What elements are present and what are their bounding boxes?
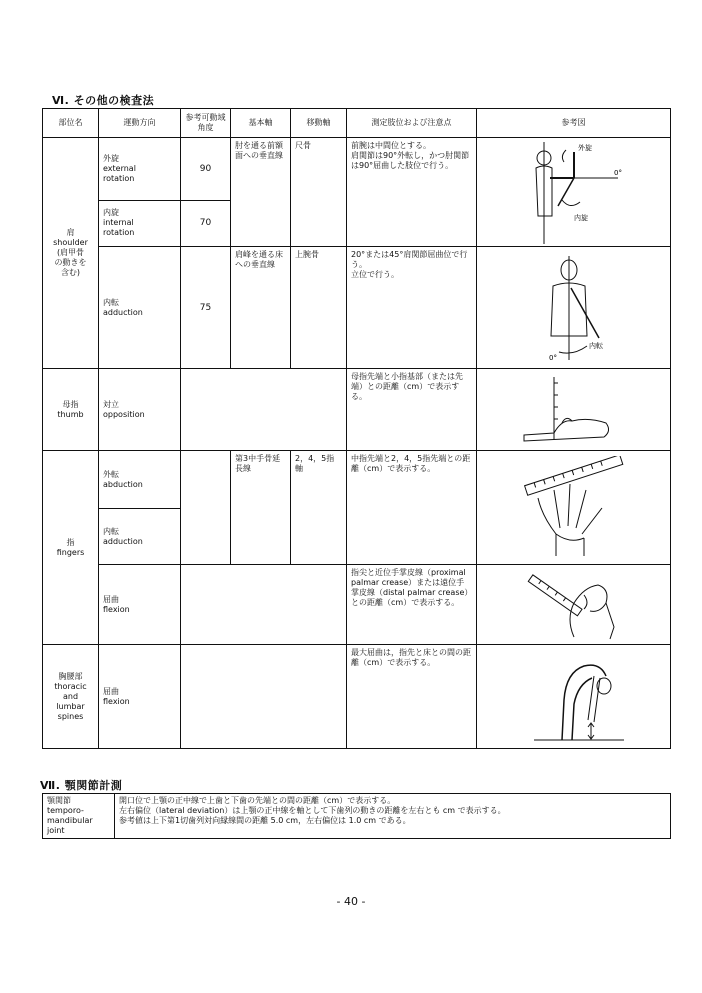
table-row (43, 247, 671, 369)
external-rotation-label: 外旋 external rotation (99, 138, 181, 201)
shoulder-rotation-moving-axis: 尺骨 (291, 138, 347, 247)
shoulder-adduction-figure (477, 247, 671, 369)
shoulder-adduction-illustration (529, 252, 619, 364)
header-part: 部位名 (43, 109, 99, 138)
tmj-table (42, 793, 671, 839)
zero-degree-label: 0° (613, 169, 622, 177)
shoulder-part-cell: 肩 shoulder (肩甲骨 の動きを 含む) (43, 138, 99, 369)
adduction-zero-label: 0° (548, 353, 557, 362)
table-row (43, 565, 671, 645)
thumb-opposition-illustration (514, 373, 634, 447)
header-angle: 参考可動域角度 (181, 109, 231, 138)
header-figure: 参考図 (477, 109, 671, 138)
table-row (43, 451, 671, 509)
finger-flexion-illustration (514, 567, 634, 643)
thumb-empty-cell (181, 369, 347, 451)
header-row (43, 109, 671, 138)
opposition-label: 対立 opposition (99, 369, 181, 451)
finger-abduction-figure (477, 451, 671, 565)
spine-empty-cell (181, 645, 347, 749)
page-number: - 40 - (336, 895, 366, 908)
spine-flexion-label: 屈曲 flexion (99, 645, 181, 749)
adduction-angle: 75 (181, 247, 231, 369)
tmj-notes-cell: 開口位で上顎の正中線で上歯と下歯の先端との間の距離（cm）で表示する。 左右偏位（lateral deviation）は上顎の正中線を軸として下歯列の動きの距離を左右とも cm で表示する。 参考値は上下第1切歯列対向縁線間の距離 5.0 cm，左右偏位は 1.0 cm である。 (115, 794, 671, 839)
adduction-label: 内転 adduction (99, 247, 181, 369)
finger-abduction-illustration (514, 456, 634, 560)
header-direction: 運動方向 (99, 109, 181, 138)
finger-moving-axis: 2，4，5指軸 (291, 451, 347, 565)
internal-rotation-label: 内旋 internal rotation (99, 200, 181, 246)
finger-adduction-label: 内転 adduction (99, 509, 181, 565)
thumb-opposition-figure (477, 369, 671, 451)
spine-flexion-illustration (514, 648, 634, 746)
shoulder-rotation-illustration (514, 138, 634, 246)
table-row (43, 794, 671, 839)
table-row (43, 369, 671, 451)
header-moving-axis: 移動軸 (291, 109, 347, 138)
fingers-angle-empty (181, 451, 231, 565)
header-basic-axis: 基本軸 (231, 109, 291, 138)
header-notes: 測定肢位および注意点 (347, 109, 477, 138)
opposition-notes: 母指先端と小指基部（または先端）との距離（cm）で表示する。 (347, 369, 477, 451)
adduction-moving-axis: 上腕骨 (291, 247, 347, 369)
finger-flexion-empty (181, 565, 347, 645)
other-tests-table (42, 108, 671, 749)
finger-flexion-figure (477, 565, 671, 645)
table-row (43, 138, 671, 201)
shoulder-rotation-basic-axis: 肘を通る前額面への垂直線 (231, 138, 291, 247)
finger-flexion-notes: 指尖と近位手掌皮線（proximal palmar crease）または遠位手掌皮線（distal palmar crease）との距離（cm）で表示する。 (347, 565, 477, 645)
shoulder-rotation-notes: 前腕は中間位とする。 肩関節は90°外転し，かつ肘関節は90°屈曲した肢位で行う。 (347, 138, 477, 247)
spine-part-cell: 胸腰部 thoracic and lumbar spines (43, 645, 99, 749)
internal-rotation-fig-label: 内旋 (573, 214, 588, 222)
adduction-notes: 20°または45°肩関節屈曲位で行う。 立位で行う。 (347, 247, 477, 369)
thumb-part-cell: 母指 thumb (43, 369, 99, 451)
external-rotation-fig-label: 外旋 (577, 144, 592, 152)
spine-flexion-figure (477, 645, 671, 749)
spine-flexion-notes: 最大屈曲は，指先と床との間の距離（cm）で表示する。 (347, 645, 477, 749)
tmj-part-cell: 顎関節 temporo- mandibular joint (43, 794, 115, 839)
external-rotation-angle: 90 (181, 138, 231, 201)
finger-abduction-label: 外転 abduction (99, 451, 181, 509)
shoulder-rotation-figure (477, 138, 671, 247)
adduction-basic-axis: 肩峰を通る床への垂直線 (231, 247, 291, 369)
finger-abduction-notes: 中指先端と2，4，5指先端との距離（cm）で表示する。 (347, 451, 477, 565)
finger-flexion-label: 屈曲 flexion (99, 565, 181, 645)
section7-title: Ⅶ. 顎関節計測 (40, 779, 123, 792)
finger-basic-axis: 第3中手骨延長線 (231, 451, 291, 565)
section6-title: Ⅵ. その他の検査法 (52, 94, 155, 107)
fingers-part-cell: 指 fingers (43, 451, 99, 645)
internal-rotation-angle: 70 (181, 200, 231, 246)
adduction-fig-label: 内転 (588, 341, 603, 350)
table-row (43, 645, 671, 749)
